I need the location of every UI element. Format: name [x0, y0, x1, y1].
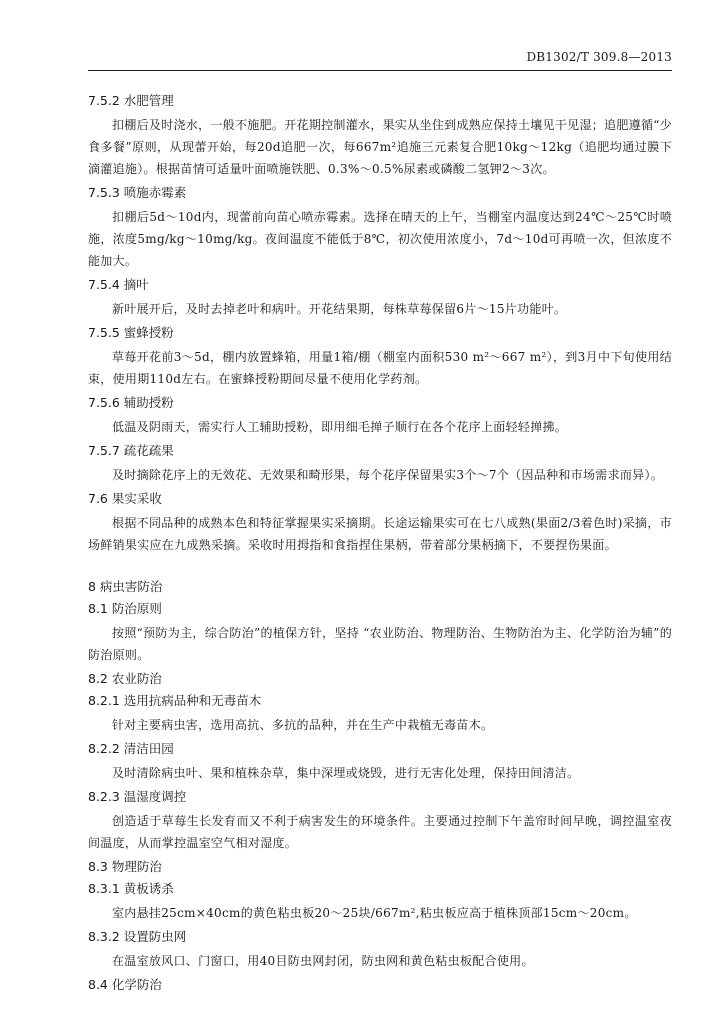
- section-heading: 7.5.5 蜜蜂授粉: [88, 325, 174, 340]
- section-heading: 7.5.4 摘叶: [88, 277, 149, 292]
- paragraph: 在温室放风口、门窗口，用40目防虫网封闭，防虫网和黄色粘虫板配合使用。: [112, 954, 534, 968]
- section-heading: 8.2.1 选用抗病品种和无毒苗木: [88, 693, 262, 708]
- paragraph: 针对主要病虫害，选用高抗、多抗的品种，并在生产中栽植无毒苗木。: [112, 718, 494, 732]
- document-body: [88, 92, 672, 998]
- section-heading: 8.2 农业防治: [88, 671, 162, 686]
- paragraph: 根据不同品种的成熟本色和特征掌握果实采摘期。长途运输果实可在七八成熟(果面2/3着色时)采摘，市场鲜销果实应在九成熟采摘。采收时用拇指和食指捏住果柄，带着部分果柄摘下，不要捏伤果面。: [88, 516, 672, 552]
- section-heading: 8.2.2 清洁田园: [88, 741, 174, 756]
- section-heading: 8.3.2 设置防虫网: [88, 929, 187, 944]
- paragraph: 草莓开花前3～5d，棚内放置蜂箱，用量1箱/棚（棚室内面积530 m²～667 m²），到3月中下旬使用结束，使用期110d左右。在蜜蜂授粉期间尽量不使用化学药剂。: [88, 350, 672, 386]
- paragraph: 及时摘除花序上的无效花、无效果和畸形果，每个花序保留果实3个～7个（因品种和市场需求而异）。: [112, 468, 664, 482]
- section-heading: 8.2.3 温湿度调控: [88, 789, 187, 804]
- paragraph: 室内悬挂25cm×40cm的黄色粘虫板20～25块/667m²,粘虫板应高于植株顶部15cm～20cm。: [112, 906, 637, 920]
- paragraph: 低温及阴雨天，需实行人工辅助授粉，即用细毛掸子顺行在各个花序上面轻轻掸拂。: [112, 420, 568, 434]
- paragraph: 扣棚后及时浇水，一般不施肥。开花期控制灌水，果实从坐住到成熟应保持土壤见干见湿；追肥遵循“少食多餐”原则，从现蕾开始，每20d追肥一次，每667m²追施三元素复合肥10kg～12kg（追肥均通过膜下滴灌追施）。根据苗情可适量叶面喷施铁肥、0.3%～0.5%尿素或磷酸二氢钾2～3次。: [88, 118, 672, 176]
- section-heading: 8.3.1 黄板诱杀: [88, 881, 174, 896]
- section-heading: 7.5.6 辅助授粉: [88, 395, 174, 410]
- paragraph: 扣棚后5d～10d内，现蕾前向苗心喷赤霉素。选择在晴天的上午，当棚室内温度达到24℃～25℃时喷施，浓度5mg/kg～10mg/kg。夜间温度不能低于8℃，初次使用浓度小，7d～10d可再喷一次，但浓度不能加大。: [88, 210, 672, 268]
- paragraph: 按照“预防为主，综合防治”的植保方针，坚持 “农业防治、物理防治、生物防治为主、化学防治为辅”的防治原则。: [88, 626, 672, 662]
- section-heading: 8.3 物理防治: [88, 859, 162, 874]
- section-heading: 7.5.7 疏花疏果: [88, 443, 174, 458]
- paragraph: 新叶展开后，及时去掉老叶和病叶。开花结果期，每株草莓保留6片～15片功能叶。: [112, 302, 567, 316]
- section-heading: 7.5.2 水肥管理: [88, 93, 174, 108]
- section-heading: 8.4 化学防治: [88, 977, 162, 992]
- document-id: DB1302/T 309.8—2013: [526, 50, 672, 64]
- paragraph: 创造适于草莓生长发育而又不利于病害发生的环境条件。主要通过控制下午盖帘时间早晚，调控温室夜间温度，从而掌控温室空气相对湿度。: [88, 814, 672, 850]
- section-heading: 7.5.3 喷施赤霉素: [88, 185, 187, 200]
- header-rule: [88, 70, 672, 71]
- section-gap: [88, 560, 672, 578]
- section-heading: 8.1 防治原则: [88, 601, 162, 616]
- paragraph: 及时清除病虫叶、果和植株杂草，集中深埋或烧毁，进行无害化处理，保持田间清洁。: [112, 766, 580, 780]
- section-heading: 7.6 果实采收: [88, 491, 162, 506]
- section-heading: 8 病虫害防治: [88, 579, 163, 594]
